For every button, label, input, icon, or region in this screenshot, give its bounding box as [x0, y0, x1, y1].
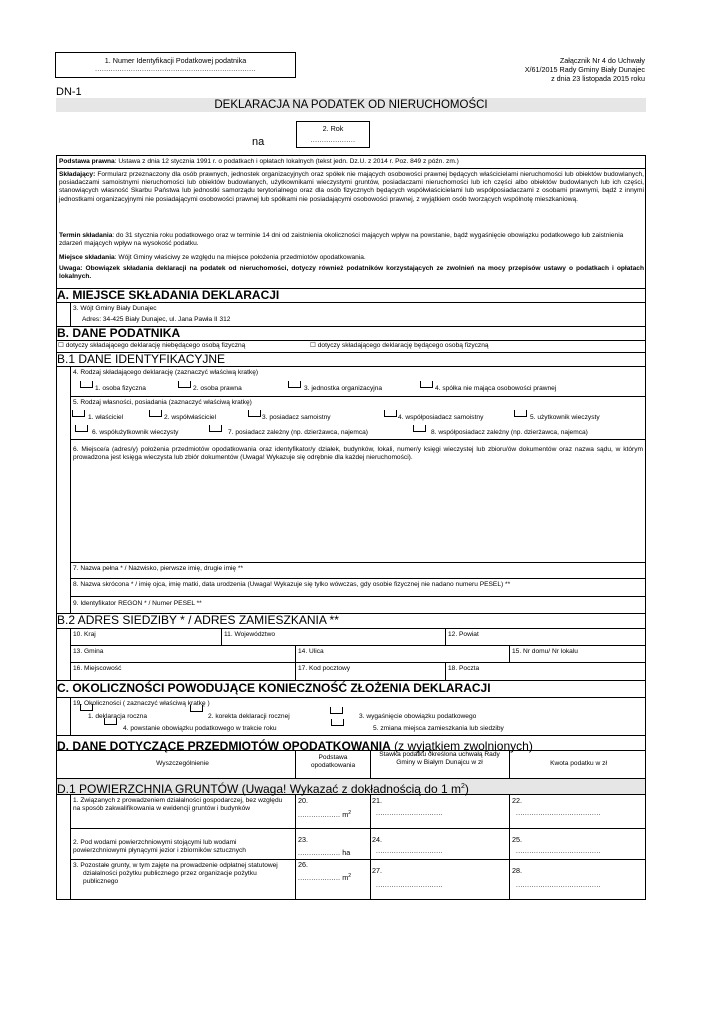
land-row-tax-number: 28.: [512, 866, 522, 875]
place-text: : Wójt Gminy właściwy ze względu na miejsce położenia przedmiotów opodatkowania.: [114, 254, 366, 261]
divider: [70, 697, 71, 735]
attachment-line1: Załącznik Nr 4 do Uchwały: [559, 56, 645, 65]
checkbox-field5-5[interactable]: [514, 410, 527, 417]
field6-label: 6. Miejsce/a (adres/y) położenia przedmiotów opodatkowania oraz identyfikator/y działek, budynków, lokali, numer/y księgi wieczystej lub zbioru/ów dokumentów oraz nazwa sądu, w którym prowadzona jest księga wieczysta lub zbiór dokumentów (Uwaga! Wykazuje się odrębnie dla każdej nieruchomości).: [73, 446, 643, 462]
section-a-title: A. MIEJSCE SKŁADANIA DEKLARACJI: [57, 288, 280, 302]
land-row-unit-sup: 2: [348, 873, 352, 879]
year-label: 2. Rok: [322, 124, 344, 133]
land-row-base-input[interactable]: [298, 873, 351, 883]
field16-label: 16. Miejscowość: [73, 665, 122, 672]
section-d-title-main: D. DANE DOTYCZĄCE PRZEDMIOTÓW OPODATKOWANIA: [57, 739, 391, 753]
field9-label: 9. Identyfikator REGON * / Numer PESEL **: [73, 600, 202, 607]
checkbox-field5-2[interactable]: [149, 410, 162, 417]
place-label: Miejsce składania: [59, 254, 115, 261]
land-row-rate-input[interactable]: ..............................: [376, 882, 443, 889]
attachment-note: [525, 56, 645, 83]
field4-label: 4. Rodzaj składającego deklarację (zaznaczyć właściwą kratkę): [73, 369, 259, 376]
land-row-rate-number: 21.: [372, 796, 382, 805]
divider: [70, 662, 646, 663]
divider: [56, 750, 646, 751]
land-row-base-dots: ...................: [298, 875, 341, 883]
land-row-rate-number: 27.: [372, 866, 382, 875]
divider: [56, 794, 646, 795]
field5-option-label: 5. użytkownik wieczysty: [530, 414, 600, 421]
field7-label: 7. Nazwa pełna * / Nazwisko, pierwsze imię, drugie imię **: [73, 565, 244, 572]
field19-option-label: 1. deklaracja roczna: [88, 713, 148, 720]
divider: [370, 750, 371, 900]
checkbox-field19-1[interactable]: [80, 704, 93, 711]
field4-option-label: 1. osoba fizyczna: [95, 385, 146, 392]
col-header-description: Wyszczególnienie: [156, 760, 209, 767]
checkbox-field5-8[interactable]: [413, 425, 426, 432]
page-title: DEKLARACJA NA PODATEK OD NIERUCHOMOŚCI: [214, 99, 488, 111]
land-row-unit: m: [342, 810, 349, 820]
divider: [295, 750, 296, 900]
note-paragraph: Uwaga: Obowiązek składania deklaracji na podatek od nieruchomości, dotyczy również podatników korzystających ze zwolnień na mocy przepisów ustawy o podatkach i opłatach lokalnych.: [59, 265, 644, 281]
nip-label: 1. Numer Identyfikacji Podatkowej podatnika: [104, 56, 247, 65]
land-row-rate-input[interactable]: ..............................: [376, 848, 443, 855]
checkbox-field19-5[interactable]: [331, 719, 344, 726]
land-row-unit: m: [342, 873, 349, 883]
divider: [70, 596, 646, 597]
deadline-text: : do 31 stycznia roku podatkowego oraz w terminie 14 dni od zaistnienia okoliczności mających wpływ na powstanie, bądź wygaśnięcie obowiązku podatkowego lub zaistnienia zdarzeń mających wpływ na wysokość podatku.: [59, 232, 624, 248]
col-header-tax-rate: Stawka podatku określona uchwałą Rady Gminy w Białym Dunajcu w zł: [379, 751, 500, 767]
divider: [70, 302, 71, 326]
col-header-tax-base: Podstawa opodatkowania: [310, 754, 356, 770]
checkbox-field4-2[interactable]: [178, 381, 191, 388]
land-row-base-number: 20.: [298, 796, 308, 805]
na-label: na: [252, 136, 265, 148]
field5-label: 5. Rodzaj własności, posiadania (zaznaczyć właściwą kratkę): [73, 399, 252, 406]
checkbox-field5-1[interactable]: [72, 410, 85, 417]
checkbox-field5-3[interactable]: [248, 410, 261, 417]
field4-option-label: 2. osoba prawna: [193, 385, 242, 392]
field11-label: 11. Województwo: [224, 631, 276, 638]
field5-option-label: 2. współwłaściciel: [164, 414, 217, 421]
deadline-label: Termin składania: [59, 232, 113, 239]
deadline-paragraph: [59, 232, 644, 248]
field3-label: 3. Wójt Gminy Biały Dunajec: [73, 305, 157, 312]
land-row-description: 3. Pozostałe grunty, w tym zajęte na prowadzenie odpłatnej statutowej działalności pożytku publicznego przez organizacje pożytku publicznego: [73, 862, 278, 886]
divider: [56, 697, 646, 698]
divider: [56, 302, 646, 303]
field5-option-label: 7. posiadacz zależny (np. dzierżawca, najemca): [228, 429, 369, 436]
legal-basis: [59, 158, 644, 166]
section-c-title: C. OKOLICZNOŚCI POWODUJĄCE KONIECZNOŚĆ ZŁOŻENIA DEKLARACJI: [57, 681, 491, 695]
divider: [56, 366, 646, 367]
field17-label: 17. Kod pocztowy: [298, 665, 351, 672]
filers-paragraph: [59, 171, 644, 204]
field5-option-label: 3. posiadacz samoistny: [262, 414, 331, 421]
filers-label: Składający:: [59, 171, 96, 178]
legal-basis-label: Podstawa prawna: [59, 158, 115, 165]
section-b2-title: B.2 ADRES SIEDZIBY * / ADRES ZAMIESZKANIA **: [57, 613, 339, 627]
divider: [70, 578, 646, 579]
place-paragraph: [59, 254, 644, 262]
land-row-tax-input[interactable]: ......................................: [516, 882, 601, 889]
checkbox-field4-4[interactable]: [420, 381, 433, 388]
land-row-base-dots: ...................: [298, 850, 341, 857]
checkbox-field4-3[interactable]: [288, 381, 301, 388]
section-d1-title-end: ): [464, 782, 469, 796]
field14-label: 14. Ulica: [298, 648, 324, 655]
field12-label: 12. Powiat: [448, 631, 479, 638]
divider: [509, 645, 510, 662]
divider: [445, 662, 446, 680]
year-input[interactable]: ....................: [310, 137, 356, 144]
nip-input[interactable]: ........................................................................: [95, 66, 256, 73]
land-row-unit-sup: 2: [348, 810, 352, 816]
land-row-base-number: 23.: [298, 835, 308, 844]
field4-option-label: 3. jednostka organizacyjna: [304, 385, 383, 392]
section-b1-title: B.1 DANE IDENTYFIKACYJNE: [57, 352, 226, 366]
col-header-tax-amount: Kwota podatku w zł: [550, 760, 607, 767]
land-row-tax-input[interactable]: ......................................: [516, 810, 601, 817]
land-row-tax-input[interactable]: ......................................: [516, 848, 601, 855]
land-row-unit: ha: [342, 848, 351, 857]
section-d-title-note: (z wyjątkiem zwolnionych): [390, 739, 533, 753]
field5-option-label: 6. współużytkownik wieczysty: [92, 429, 179, 436]
field10-label: 10. Kraj: [73, 631, 96, 638]
option-non-natural-person[interactable]: ☐ dotyczy składającego deklarację niebędącego osobą fizyczną: [58, 342, 246, 349]
land-row-description: 2. Pod wodami powierzchniowymi stojącymi lub wodami powierzchniowymi płynącymi jezior i zbiorników sztucznych: [73, 839, 246, 855]
divider: [56, 340, 646, 341]
attachment-line3: z dnia 23 listopada 2015 roku: [551, 74, 645, 83]
checkbox-field5-6[interactable]: [75, 425, 88, 432]
divider: [70, 794, 71, 900]
field19-option-label: 4. powstanie obowiązku podatkowego w trakcie roku: [123, 725, 277, 732]
land-row-rate-number: 24.: [372, 835, 382, 844]
land-row-rate-input[interactable]: ..............................: [376, 810, 443, 817]
land-row-tax-number: 25.: [512, 835, 522, 844]
field4-option-label: 4. spółka nie mająca osobowości prawnej: [435, 385, 557, 392]
field5-option-label: 4. współposiadacz samoistny: [398, 414, 484, 421]
section-d1-title-sup: 2: [461, 783, 465, 790]
field19-option-label: 5. zmiana miejsca zamieszkania lub siedziby: [373, 725, 504, 732]
divider: [70, 828, 646, 829]
form-code: DN-1: [56, 86, 82, 98]
filers-text: Formularz przeznaczony dla osób prawnych, jednostek organizacyjnych oraz spółek nie mających osobowości prawnej będących właścicielami nieruchomości lub obiektów budowlanych, posiadaczami samoistnymi nieruchomości lub obiektów budowlanych, użytkownikami wieczystymi gruntów, posiadaczami nieruchomości lub ich części albo obiektów budowlanych lub ich części, stanowiących własność Skarbu Państwa lub jednostki samorządu terytorialnego oraz dla osób fizycznych będących współwłaścicielami lub współposiadaczami z osobami prawnymi, bądź z innymi jednostkami organizacyjnymi nie posiadającymi osobowości prawnej lub spółkami nie posiadającymi osobowości prawnej, z wyjątkiem osób tworzących wspólnotę mieszkaniową.: [59, 171, 644, 203]
land-row-description: 1. Związanych z prowadzeniem działalności gospodarczej, bez względu na sposób zakwalifikowania w ewidencji gruntów i budynków: [73, 797, 283, 813]
field19-option-label: 2. korekta deklaracji rocznej: [208, 713, 290, 720]
divider: [56, 628, 646, 629]
divider: [70, 859, 646, 860]
field3-address: Adres: 34-425 Biały Dunajec, ul. Jana Pawła II 312: [82, 316, 231, 323]
section-d1-title-text: D.1 POWIERZCHNIA GRUNTÓW (Uwaga! Wykazać z dokładnością do 1 m: [57, 782, 461, 796]
field19-label: 19. Okoliczności ( zaznaczyć właściwą kratkę ): [73, 700, 210, 707]
divider: [56, 168, 646, 169]
checkbox-field19-3[interactable]: [330, 707, 343, 714]
divider: [70, 562, 646, 563]
section-b-title: B. DANE PODATNIKA: [57, 326, 181, 340]
field13-label: 13. Gmina: [73, 648, 104, 655]
divider: [509, 750, 510, 900]
divider: [221, 628, 222, 645]
checkbox-field4-1[interactable]: [80, 381, 93, 388]
divider: [56, 735, 646, 736]
land-row-base-input[interactable]: [298, 810, 351, 820]
field8-label: 8. Nazwa skrócona * / imię ojca, imię matki, data urodzenia (Uwaga! Wykazuje się tylko wówczas, gdy osobie fizycznej nie nadano numeru PESEL) **: [73, 581, 511, 588]
divider: [70, 439, 646, 440]
divider: [70, 645, 646, 646]
divider: [445, 628, 446, 645]
checkbox-field19-4[interactable]: [104, 718, 117, 725]
field6-input[interactable]: [71, 466, 645, 561]
land-row-tax-number: 22.: [512, 796, 522, 805]
divider: [70, 396, 646, 397]
field19-option-label: 3. wygaśnięcie obowiązku podatkowego: [359, 713, 477, 720]
checkbox-field19-2[interactable]: [190, 705, 203, 712]
checkbox-field5-4[interactable]: [384, 410, 397, 417]
checkbox-field5-7[interactable]: [209, 425, 222, 432]
land-row-base-dots: ...................: [298, 812, 341, 820]
field18-label: 18. Poczta: [448, 665, 480, 672]
divider: [70, 628, 71, 680]
field5-option-label: 8. współposiadacz zależny (np. dzierżawca, najemca): [431, 429, 588, 436]
legal-basis-text: : Ustawa z dnia 12 stycznia 1991 r. o podatkach i opłatach lokalnych (tekst jedn. Dz.U. z 2014 r. Poz. 849 z późn. zm.): [114, 158, 459, 165]
option-natural-person[interactable]: ☐ dotyczy składającego deklarację będącego osobą fizyczną: [310, 342, 489, 349]
land-row-base-input[interactable]: [298, 848, 350, 858]
field5-option-label: 1. właściciel: [88, 414, 124, 421]
land-row-base-number: 26.: [298, 860, 308, 869]
attachment-line2: X/61/2015 Rady Gminy Biały Dunajec: [524, 65, 645, 74]
field15-label: 15. Nr domu/ Nr lokalu: [512, 648, 578, 655]
